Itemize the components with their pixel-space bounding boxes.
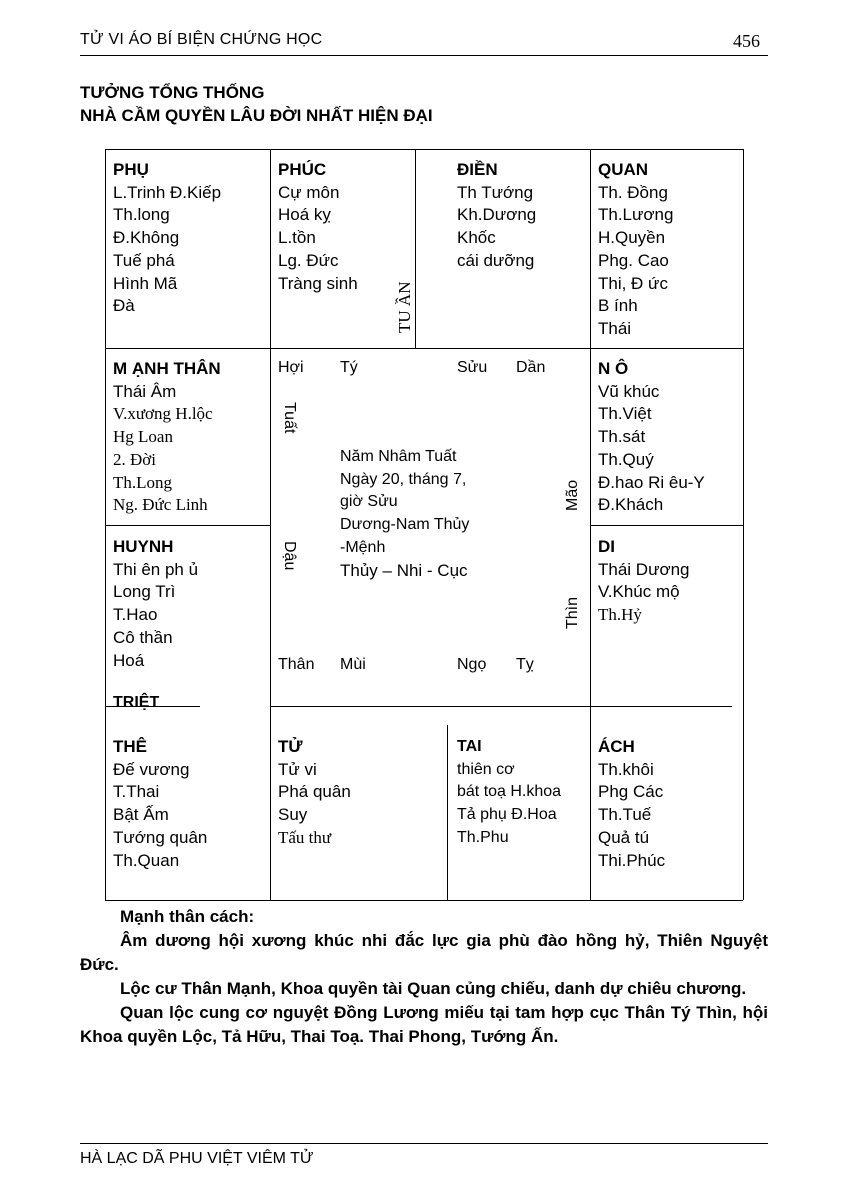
grid-line	[590, 149, 591, 900]
palace-tai	[457, 736, 561, 850]
birth-info-line: Thủy – Nhi - Cục	[340, 560, 468, 580]
star-line: Th.Long	[113, 472, 173, 492]
branch-label: Tý	[340, 359, 358, 376]
grid-line	[270, 706, 732, 707]
star-line: bát toạ H.khoa	[457, 783, 562, 801]
star-line: Lg. Đức	[278, 250, 339, 270]
branch-label: Thân	[278, 656, 315, 673]
grid-line	[105, 149, 106, 900]
commentary	[80, 905, 768, 1049]
star-line: T.Thai	[113, 782, 160, 802]
branch-label: Mão	[564, 479, 581, 511]
grid-line	[270, 149, 271, 900]
star-line: Tử vi	[278, 759, 317, 779]
palace-heading: PHỤ	[113, 160, 149, 179]
star-line: Tả phụ Đ.Hoa	[457, 806, 557, 824]
star-line: Th.long	[113, 205, 170, 225]
star-line: Th.khôi	[598, 759, 654, 779]
palace-heading: ÁCH	[598, 737, 635, 756]
palace-heading: HUYNH	[113, 537, 174, 556]
star-line: Thái Dương	[598, 559, 690, 579]
birth-info	[340, 446, 469, 582]
branch-label: Dần	[516, 359, 546, 376]
star-line: B ính	[598, 296, 638, 316]
triet-label: TRIỆT	[113, 694, 160, 711]
star-line: Đ.Không	[113, 228, 180, 248]
star-line: Th.Quan	[113, 850, 180, 870]
palace-heading: THÊ	[113, 737, 147, 756]
star-line: Hoá kỵ	[278, 205, 331, 225]
commentary-paragraph: Quan lộc cung cơ nguyệt Đồng Lương miếu tại tam hợp cục Thân Tý Thìn, hội Khoa quyền Lộc, Tả Hữu, Thai Toạ. Thai Phong, Tướng Ấn.	[80, 1003, 768, 1046]
grid-line	[105, 900, 743, 901]
palace-heading: N Ô	[598, 359, 629, 378]
tuan-label: TU ẦN	[395, 281, 414, 333]
branch-label: Sửu	[457, 359, 488, 376]
running-header-title: TỬ VI ÁO BÍ BIỆN CHỨNG HỌC	[80, 31, 323, 48]
star-line: L.tồn	[278, 228, 316, 248]
star-line: Hình Mã	[113, 273, 178, 293]
branch-label: Ngọ	[457, 656, 487, 673]
palace-phu	[113, 159, 221, 318]
grid-line	[415, 149, 416, 348]
palace-heading: QUAN	[598, 160, 649, 179]
star-line: Đ.Khách	[598, 495, 664, 515]
palace-no	[598, 358, 705, 517]
palace-huynh	[113, 536, 198, 672]
star-line: Tướng quân	[113, 827, 208, 847]
star-line: Đ.hao Ri êu-Y	[598, 472, 705, 492]
branch-label: Thìn	[564, 596, 581, 629]
palace-menh-than	[113, 358, 221, 517]
star-line: Suy	[278, 805, 308, 825]
star-line: 2. Đời	[113, 449, 156, 469]
star-line: H.Quyền	[598, 228, 666, 248]
palace-quan	[598, 159, 673, 341]
palace-heading: TỬ	[278, 737, 303, 756]
star-line: thiên cơ	[457, 760, 515, 778]
star-line: Kh.Dương	[457, 205, 537, 225]
branch-label: Dậu	[281, 541, 298, 571]
branch-label: Tuất	[281, 402, 298, 434]
star-line: Phg Các	[598, 782, 664, 802]
palace-heading: PHÚC	[278, 160, 327, 179]
star-line: Quả tú	[598, 827, 650, 847]
star-line: Cự môn	[278, 182, 340, 202]
star-line: Vũ khúc	[598, 381, 660, 401]
birth-info-line: Ngày 20, tháng 7,	[340, 470, 467, 488]
footer-rule	[80, 1143, 768, 1144]
star-line: Thi, Đ ức	[598, 273, 668, 293]
commentary-paragraph: Lộc cư Thân Mạnh, Khoa quyền tài Quan củng chiếu, danh dự chiêu chương.	[120, 979, 747, 998]
star-line: Thi.Phúc	[598, 850, 666, 870]
title-line-2: NHÀ CẦM QUYỀN LÂU ĐỜI NHẤT HIỆN ĐẠI	[80, 106, 433, 125]
star-line: Tấu thư	[278, 827, 332, 847]
grid-line	[743, 149, 744, 900]
star-line: Th.Quý	[598, 449, 654, 469]
star-line: Phá quân	[278, 782, 351, 802]
star-line: L.Trinh Đ.Kiếp	[113, 182, 222, 202]
star-line: Th.sát	[598, 427, 646, 447]
grid-line	[105, 149, 743, 150]
palace-heading: TAI	[457, 738, 482, 755]
star-line: Th.Phu	[457, 828, 509, 846]
star-line: V.xương H.lộc	[113, 404, 213, 424]
star-line: Thái	[598, 318, 632, 338]
star-line: Th.Tuế	[598, 805, 652, 825]
star-line: Long Trì	[113, 582, 176, 602]
title-line-1: TƯỞNG TỔNG THỐNG	[80, 83, 265, 102]
star-line: V.Khúc mộ	[598, 582, 680, 602]
birth-info-line: Dương-Nam Thủy	[340, 516, 470, 534]
branch-label: Hợi	[278, 359, 304, 376]
star-line: Th.Hỷ	[598, 605, 642, 625]
birth-info-line: Năm Nhâm Tuất	[340, 448, 457, 465]
star-line: Th Tướng	[457, 182, 534, 202]
star-line: Tuế phá	[113, 250, 175, 270]
branch-label: Mùi	[340, 656, 366, 673]
star-line: Th. Đồng	[598, 182, 668, 202]
star-line: Khốc	[457, 228, 496, 248]
star-line: Bật Ấm	[113, 805, 169, 825]
star-line: Đế vương	[113, 759, 190, 779]
commentary-heading: Mạnh thân cách:	[120, 907, 255, 926]
star-line: Thái Âm	[113, 381, 177, 401]
grid-line	[590, 525, 743, 526]
star-line: Thi ên ph ủ	[113, 559, 199, 579]
star-line: T.Hao	[113, 605, 158, 625]
palace-heading: ĐIỀN	[457, 160, 498, 179]
palace-phuc	[278, 159, 358, 295]
star-line: Tràng sinh	[278, 273, 358, 293]
palace-ach	[598, 736, 665, 872]
birth-info-line: -Mệnh	[340, 538, 386, 556]
star-line: Ng. Đức Linh	[113, 495, 208, 515]
page-number: 456	[733, 31, 760, 51]
star-line: Th.Lương	[598, 205, 674, 225]
birth-info-line: giờ Sửu	[340, 493, 398, 511]
star-line: Th.Việt	[598, 404, 652, 424]
running-footer: HÀ LẠC DÃ PHU VIỆT VIÊM TỬ	[80, 1150, 314, 1167]
star-line: Đà	[113, 296, 135, 316]
branch-label: Tỵ	[516, 656, 534, 673]
grid-line	[105, 525, 270, 526]
palace-tu	[278, 736, 351, 850]
palace-dien	[457, 159, 536, 273]
star-line: Hoá	[113, 650, 145, 670]
grid-line	[447, 725, 448, 900]
palace-heading: DI	[598, 537, 615, 556]
palace-di	[598, 536, 690, 627]
star-line: Cô thần	[113, 627, 173, 647]
header-rule	[80, 55, 768, 56]
palace-the	[113, 736, 207, 872]
grid-line	[105, 348, 743, 349]
palace-heading: M ẠNH THÂN	[113, 359, 221, 378]
star-line: Phg. Cao	[598, 250, 669, 270]
star-line: cái dưỡng	[457, 250, 535, 270]
commentary-paragraph: Âm dương hội xương khúc nhi đắc lực gia phù đào hồng hỷ, Thiên Nguyệt Đức.	[80, 931, 768, 974]
star-line: Hg Loan	[113, 427, 173, 447]
